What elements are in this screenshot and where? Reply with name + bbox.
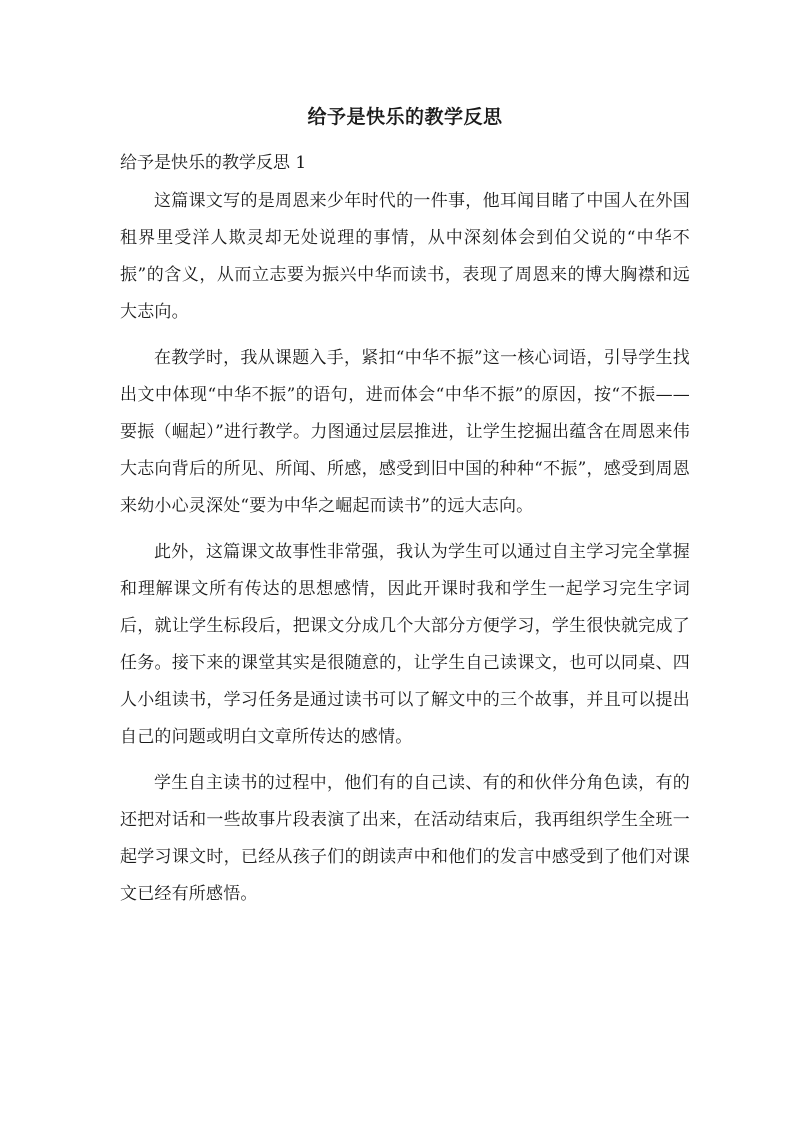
document-title: 给予是快乐的教学反思: [307, 106, 503, 128]
body-paragraph: 这篇课文写的是周恩来少年时代的一件事，他耳闻目睹了中国人在外国租界里受洋人欺灵却无处说理的事情，从中深刻体会到伯父说的“中华不振”的含义，从而立志要为振兴中华而读书，表现了周恩来的博大胸襟和远大志向。: [120, 191, 690, 322]
document-page: [120, 100, 690, 913]
body-paragraph: 此外，这篇课文故事性非常强，我认为学生可以通过自主学习完全掌握和理解课文所有传达的思想感情，因此开课时我和学生一起学习完生字词后，就让学生标段后，把课文分成几个大部分方便学习，学生很快就完成了任务。接下来的课堂其实是很随意的，让学生自己读课文，也可以同桌、四人小组读书，学习任务是通过读书可以了解文中的三个故事，并且可以提出自己的问题或明白文章所传达的感情。: [120, 542, 690, 747]
section-heading: 给予是快乐的教学反思 1: [120, 153, 307, 173]
body-paragraph: 在教学时，我从课题入手，紧扣“中华不振”这一核心词语，引导学生找出文中体现“中华不振”的语句，进而体会“中华不振”的原因，按“不振——要振（崛起）”进行教学。力图通过层层推进，让学生挖掘出蕴含在周恩来伟大志向背后的所见、所闻、所感，感受到旧中国的种种“不振”，感受到周恩来幼小心灵深处“要为中华之崛起而读书”的远大志向。: [120, 348, 690, 516]
body-paragraph: 学生自主读书的过程中，他们有的自己读、有的和伙伴分角色读，有的还把对话和一些故事片段表演了出来，在活动结束后，我再组织学生全班一起学习课文时，已经从孩子们的朗读声中和他们的发言中感受到了他们对课文已经有所感悟。: [120, 773, 690, 904]
